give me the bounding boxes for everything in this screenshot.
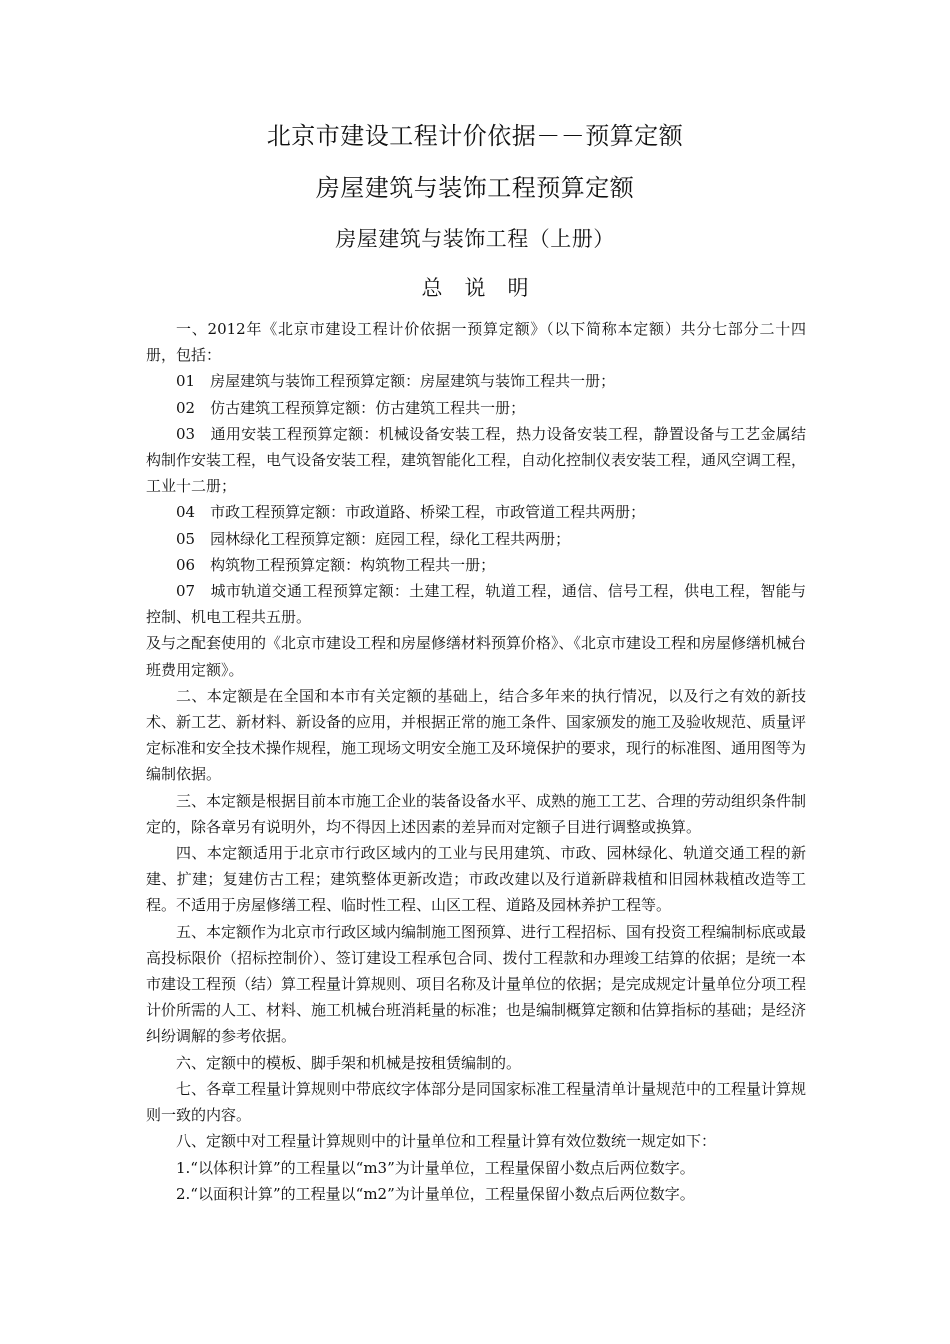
- paragraph-intro: 一、2012年《北京市建设工程计价依据一预算定额》（以下简称本定额）共分七部分二十四册，包括：: [146, 320, 806, 365]
- rule-item-volume: 1.“以体积计算”的工程量以“m3”为计量单位，工程量保留小数点后两位数字。: [176, 1158, 695, 1177]
- paragraph-shading: 七、各章工程量计算规则中带底纹字体部分是同国家标准工程量清单计量规范中的工程量计算规则一致的内容。: [146, 1079, 807, 1125]
- paragraph-conditions: 三、本定额是根据目前本市施工企业的装备设备水平、成熟的施工工艺、合理的劳动组织条件制定的，除各章另有说明外，均不得因上述因素的差异而对定额子目进行调整或换算。: [146, 791, 807, 836]
- section-title: 总说明: [421, 276, 551, 300]
- list-item-03: 03 通用安装工程预算定额：机械设备安装工程，热力设备安装工程，静置设备与工艺金属结构制作安装工程，电气设备安装工程，建筑智能化工程，自动化控制仪表安装工程，通风空调工程，工业十二册；: [146, 424, 807, 496]
- paragraph-rental: 六、定额中的模板、脚手架和机械是按租赁编制的。: [176, 1053, 522, 1072]
- paragraph-scope: 四、本定额适用于北京市行政区域内的工业与民用建筑、市政、园林绿化、轨道交通工程的新建、扩建；复建仿古工程；建筑整体更新改造；市政改建以及行道新辟栽植和旧园林栽植改造等工程。不适用于房屋修缮工程、临时性工程、山区工程、道路及园林养护工程等。: [146, 844, 806, 915]
- volume-title: 房屋建筑与装饰工程（上册）: [335, 227, 615, 251]
- list-item-02: 02 仿古建筑工程预算定额：仿古建筑工程共一册；: [176, 398, 526, 417]
- list-item-05: 05 园林绿化工程预算定额：庭园工程，绿化工程共两册；: [176, 529, 571, 548]
- paragraph-basis: 二、本定额是在全国和本市有关定额的基础上，结合多年来的执行情况，以及行之有效的新技术、新工艺、新材料、新设备的应用，并根据正常的施工条件、国家颁发的施工及验收规范、质量评定标准和安全技术操作规程，施工现场文明安全施工及环境保护的要求，现行的标准图、通用图等为编制依据。: [146, 686, 807, 784]
- document-subtitle: 房屋建筑与装饰工程预算定额: [315, 174, 635, 202]
- document-body: [146, 316, 806, 1207]
- paragraph-supplement: 及与之配套使用的《北京市建设工程和房屋修缮材料预算价格》、《北京市建设工程和房屋修缮机械台班费用定额》。: [146, 634, 807, 679]
- list-item-06: 06 构筑物工程预算定额：构筑物工程共一册；: [176, 555, 496, 574]
- rule-item-area: 2.“以面积计算”的工程量以“m2”为计量单位，工程量保留小数点后两位数字。: [176, 1184, 695, 1203]
- list-item-07: 07 城市轨道交通工程预算定额：土建工程，轨道工程，通信、信号工程，供电工程，智能与控制、机电工程共五册。: [146, 582, 806, 627]
- list-item-04: 04 市政工程预算定额：市政道路、桥梁工程，市政管道工程共两册；: [176, 503, 646, 522]
- list-item-01: 01 房屋建筑与装饰工程预算定额：房屋建筑与装饰工程共一册；: [176, 372, 616, 391]
- paragraph-purpose: 五、本定额作为北京市行政区域内编制施工图预算、进行工程招标、国有投资工程编制标底或最高投标限价（招标控制价）、签订建设工程承包合同、拨付工程款和办理竣工结算的依据；是统一本市建设工程预（结）算工程量计算规则、项目名称及计量单位的依据；是完成规定计量单位分项工程计价所需的人工、材料、施工机械台班消耗量的标准；也是编制概算定额和估算指标的基础；是经济纠纷调解的参考依据。: [146, 922, 807, 1046]
- document-title: 北京市建设工程计价依据－－预算定额: [266, 122, 684, 150]
- paragraph-units: 八、定额中对工程量计算规则中的计量单位和工程量计算有效位数统一规定如下：: [176, 1132, 717, 1151]
